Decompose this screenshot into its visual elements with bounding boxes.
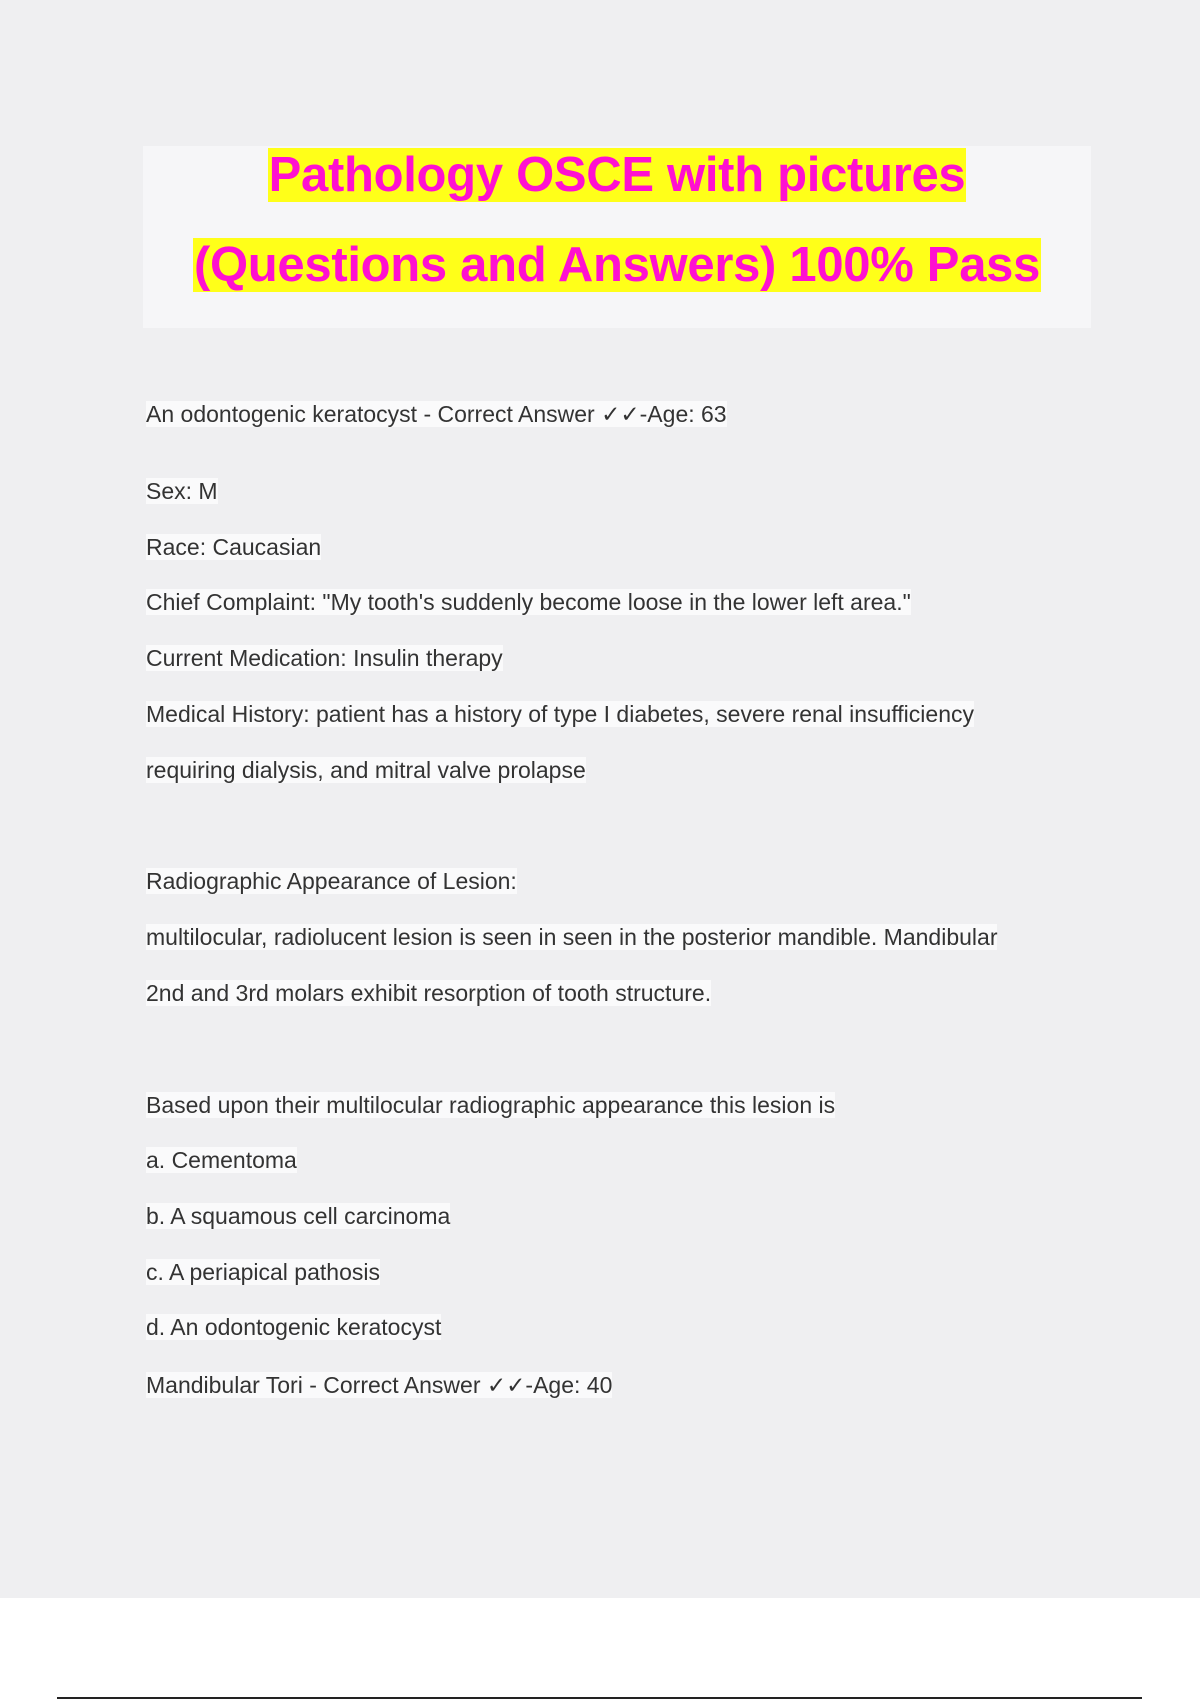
radiographic-line-2	[146, 979, 711, 1007]
title-line-2	[143, 236, 1091, 294]
radiographic-label-text: Radiographic Appearance of Lesion:	[146, 868, 517, 894]
patient-sex-text: Sex: M	[146, 478, 218, 504]
patient-race	[146, 533, 321, 561]
current-medication-text: Current Medication: Insulin therapy	[146, 645, 503, 671]
question-1-header-text: An odontogenic keratocyst - Correct Answer ✓✓-Age: 63	[146, 401, 727, 427]
question-2-header	[146, 1371, 612, 1399]
medical-history-line-2	[146, 756, 586, 784]
option-c-text: c. A periapical pathosis	[146, 1259, 380, 1285]
option-c	[146, 1258, 380, 1286]
option-b	[146, 1202, 450, 1230]
patient-sex	[146, 477, 218, 505]
radiographic-line-2-text: 2nd and 3rd molars exhibit resorption of tooth structure.	[146, 980, 712, 1006]
option-a	[146, 1146, 297, 1174]
chief-complaint	[146, 588, 911, 616]
radiographic-label	[146, 867, 517, 895]
option-d	[146, 1313, 441, 1341]
option-a-text: a. Cementoma	[146, 1147, 297, 1173]
question-prompt-text: Based upon their multilocular radiographic appearance this lesion is	[146, 1092, 836, 1118]
medical-history-line-2-text: requiring dialysis, and mitral valve prolapse	[146, 757, 586, 783]
footer-divider	[57, 1697, 1142, 1699]
question-prompt	[146, 1091, 835, 1119]
current-medication	[146, 644, 503, 672]
medical-history-line-1	[146, 700, 974, 728]
option-d-text: d. An odontogenic keratocyst	[146, 1314, 442, 1340]
title-line-1-text: Pathology OSCE with pictures	[268, 148, 966, 202]
chief-complaint-text: Chief Complaint: "My tooth's suddenly become loose in the lower left area."	[146, 589, 911, 615]
radiographic-line-1	[146, 923, 997, 951]
title-block	[143, 146, 1091, 328]
patient-race-text: Race: Caucasian	[146, 534, 322, 560]
question-2-header-text: Mandibular Tori - Correct Answer ✓✓-Age: 40	[146, 1372, 613, 1398]
title-line-2-text: (Questions and Answers) 100% Pass	[193, 238, 1041, 292]
option-b-text: b. A squamous cell carcinoma	[146, 1203, 451, 1229]
question-1-header	[146, 400, 727, 428]
medical-history-line-1-text: Medical History: patient has a history of type I diabetes, severe renal insufficiency	[146, 701, 974, 727]
radiographic-line-1-text: multilocular, radiolucent lesion is seen in seen in the posterior mandible. Mandibular	[146, 924, 998, 950]
title-line-1	[143, 146, 1091, 204]
